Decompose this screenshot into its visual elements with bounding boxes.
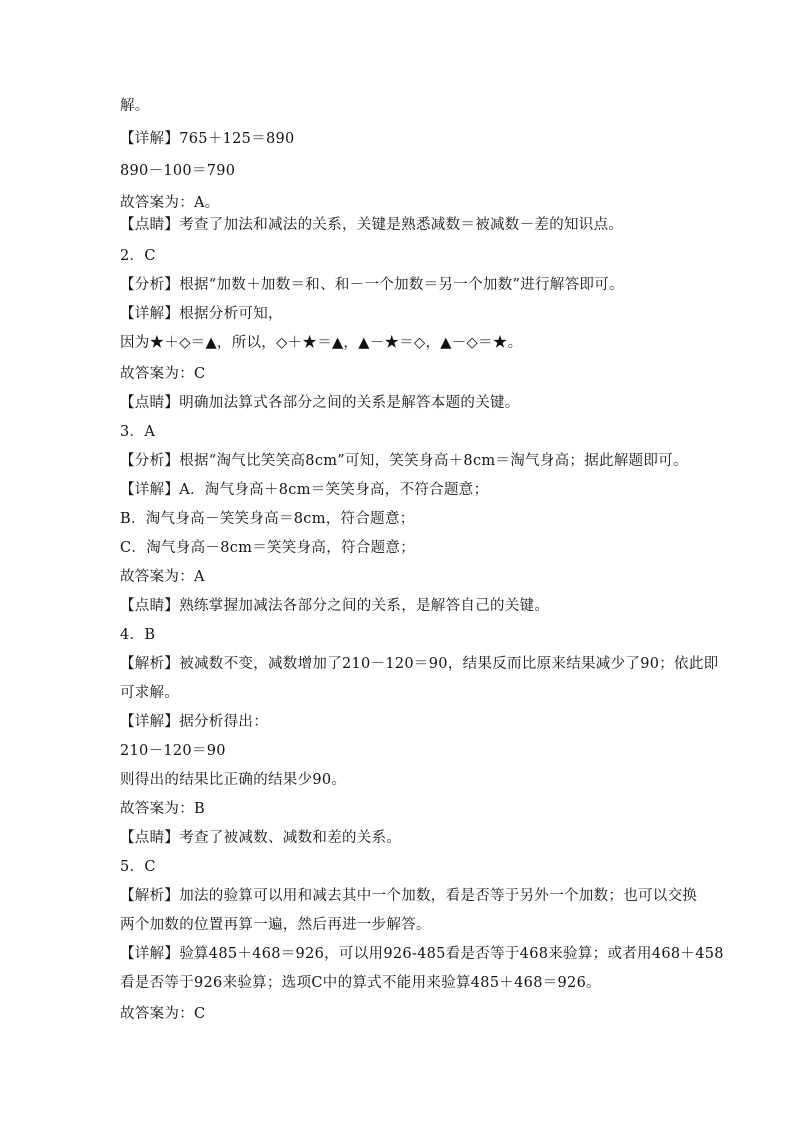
text-line: 故答案为：C: [120, 1006, 206, 1022]
text-line: 【点睛】考查了加法和减法的关系，关键是熟悉减数＝被减数－差的知识点。: [120, 217, 624, 233]
text-line: 【详解】验算485＋468＝926，可以用926-485看是否等于468来验算；或者用468＋458: [120, 946, 724, 962]
text-line: 890－100＝790: [120, 163, 236, 179]
text-line: 【分析】根据“淘气比笑笑高8cm”可知，笑笑身高＋8cm＝淘气身高；据此解题即可。: [120, 453, 688, 469]
text-line: 可求解。: [120, 685, 180, 701]
text-line: 【分析】根据“加数＋加数＝和、和－一个加数＝另一个加数”进行解答即可。: [120, 277, 624, 293]
text-line: 【详解】据分析得出：: [120, 714, 268, 730]
text-line: 则得出的结果比正确的结果少90。: [120, 772, 347, 788]
text-line: 【点睛】熟练掌握加减法各部分之间的关系，是解答自己的关键。: [120, 598, 550, 614]
text-line: C．淘气身高－8cm＝笑笑身高，符合题意；: [120, 540, 415, 556]
text-line: 故答案为：C: [120, 366, 206, 382]
text-line: 故答案为：A。: [120, 195, 220, 211]
text-line: 故答案为：B: [120, 801, 205, 817]
text-line: 解。: [120, 98, 150, 114]
question-number: 5．C: [120, 859, 156, 875]
text-line: 因为★＋◇＝▲，所以，◇＋★＝▲，▲－★＝◇，▲－◇＝★。: [120, 335, 523, 351]
text-line: 【详解】A．淘气身高＋8cm＝笑笑身高，不符合题意；: [120, 482, 489, 498]
text-line: 210－120＝90: [120, 743, 226, 759]
text-line: 两个加数的位置再算一遍，然后再进一步解答。: [120, 917, 431, 933]
text-line: 【解析】加法的验算可以用和减去其中一个加数，看是否等于另外一个加数；也可以交换: [120, 888, 698, 904]
text-line: 【点睛】考查了被减数、减数和差的关系。: [120, 830, 402, 846]
text-line: 看是否等于926来验算；选项C中的算式不能用来验算485＋468＝926。: [120, 975, 601, 991]
text-line: 故答案为：A: [120, 569, 205, 585]
text-line: 【详解】765＋125＝890: [120, 131, 295, 147]
text-line: 【解析】被减数不变，减数增加了210－120＝90，结果反而比原来结果减少了90；依此即: [120, 656, 719, 672]
question-number: 4．B: [120, 627, 156, 643]
question-number: 3．A: [120, 424, 156, 440]
question-number: 2．C: [120, 248, 156, 264]
text-line: B．淘气身高－笑笑身高＝8cm，符合题意；: [120, 511, 415, 527]
text-line: 【点睛】明确加法算式各部分之间的关系是解答本题的关键。: [120, 395, 520, 411]
text-line: 【详解】根据分析可知，: [120, 306, 283, 322]
